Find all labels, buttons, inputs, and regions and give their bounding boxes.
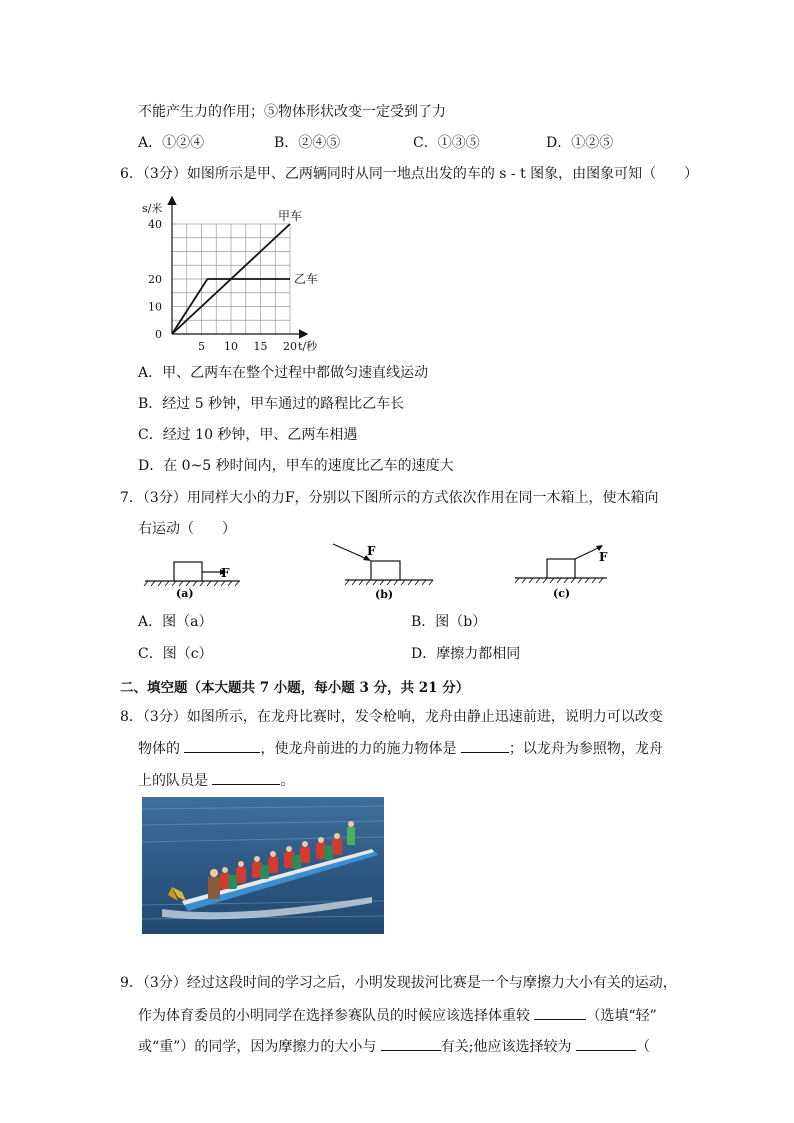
q8-blank-3[interactable] xyxy=(212,770,280,785)
force-label-b: F xyxy=(367,544,376,558)
q9-line3: 或“重”）的同学，因为摩擦力的大小与 有关;他应该选择较为 （ xyxy=(138,1036,650,1057)
q5-option-b: B．②④⑤ xyxy=(274,135,341,151)
fig-label-c: (c) xyxy=(553,587,571,600)
box-c xyxy=(547,559,575,578)
q7-option-c: C．图（c） xyxy=(138,646,213,662)
q7-stem-line2: 右运动（ ） xyxy=(138,521,236,537)
fig-label-a: (a) xyxy=(176,587,194,600)
q9-line1: 9．（3分）经过这段时间的学习之后，小明发现拔河比赛是一个与摩擦力大小有关的运动， xyxy=(120,975,677,991)
q7-option-d: D．摩擦力都相同 xyxy=(411,646,521,662)
x-tick-label: 15 xyxy=(253,340,268,353)
q6-stem: 6．（3分）如图所示是甲、乙两辆同时从同一地点出发的车的 s - t 图象，由图象可知（ ） xyxy=(120,166,699,182)
fig-label-b: (b) xyxy=(375,588,394,601)
y-tick-label: 40 xyxy=(148,218,162,231)
q8-blank-2[interactable] xyxy=(461,738,509,753)
st-graph xyxy=(130,192,330,360)
dragon-boat-photo xyxy=(142,797,384,934)
q6-option-d: D．在 0~5 秒时间内，甲车的速度比乙车的速度大 xyxy=(138,458,454,474)
x-axis-label: t/秒 xyxy=(298,340,318,353)
q9-line2: 作为体育委员的小明同学在选择参赛队员的时候应该选择体重较 （选填“轻” xyxy=(138,1005,657,1026)
force-arrow-c xyxy=(575,548,598,559)
q7-option-b: B．图（b） xyxy=(411,614,487,630)
q5-continuation: 不能产生力的作用；⑤物体形状改变一定受到了力 xyxy=(138,104,446,120)
q5-option-a: A．①②④ xyxy=(138,135,205,151)
q7-stem-line1: 7．（3分）用同样大小的力F，分别以下图所示的方式依次作用在同一木箱上，使木箱向 xyxy=(120,490,659,506)
q8-line2: 物体的 ，使龙舟前进的力的施力物体是 ；以龙舟为参照物，龙舟 xyxy=(138,738,663,759)
q8-line3: 上的队员是 。 xyxy=(138,770,294,791)
q9-blank-3[interactable] xyxy=(576,1036,636,1051)
force-arrow-b xyxy=(333,544,367,559)
q9-blank-1[interactable] xyxy=(534,1005,586,1020)
box-b xyxy=(371,561,400,580)
q5-option-c: C．①③⑤ xyxy=(413,135,480,151)
x-tick-label: 20 xyxy=(283,340,297,353)
x-tick-label: 10 xyxy=(224,340,238,353)
box-a xyxy=(174,562,202,581)
y-tick-label: 0 xyxy=(155,328,162,341)
q6-option-c: C．经过 10 秒钟，甲、乙两车相遇 xyxy=(138,427,358,443)
q9-blank-2[interactable] xyxy=(381,1036,441,1051)
series-label-1: 甲车 xyxy=(278,209,303,223)
force-label-c: F xyxy=(599,550,608,564)
series-label-2: 乙车 xyxy=(294,272,319,286)
q8-line1: 8．（3分）如图所示，在龙舟比赛时，发令枪响，龙舟由静止迅速前进，说明力可以改变 xyxy=(120,709,663,725)
x-tick-label: 5 xyxy=(198,340,205,353)
y-tick-label: 20 xyxy=(148,273,162,286)
force-label-a: F xyxy=(221,566,230,580)
q6-option-b: B．经过 5 秒钟，甲车通过的路程比乙车长 xyxy=(138,396,405,412)
section-title-fill-in: 二、填空题（本大题共 7 小题，每小题 3 分，共 21 分） xyxy=(120,680,470,696)
y-tick-label: 10 xyxy=(148,300,162,314)
q7-option-a: A．图（a） xyxy=(138,614,213,630)
q8-blank-1[interactable] xyxy=(184,738,260,753)
q6-option-a: A．甲、乙两车在整个过程中都做匀速直线运动 xyxy=(138,365,429,381)
figure-a xyxy=(140,555,250,603)
figure-c xyxy=(512,540,627,602)
q5-option-d: D．①②⑤ xyxy=(546,135,614,151)
y-axis-label: s/米 xyxy=(142,202,163,215)
figure-b xyxy=(325,540,440,602)
